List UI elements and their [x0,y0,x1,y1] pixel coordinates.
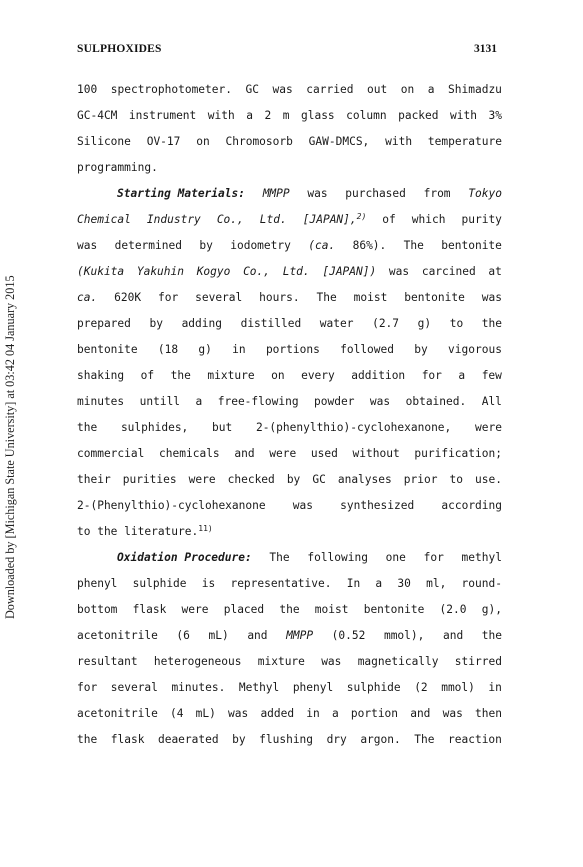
word: was [321,655,342,668]
word: sulphide [132,577,187,590]
word: Co., [216,213,244,226]
word: a [195,395,203,408]
word: [JAPAN],$^{2)}$ [302,212,367,226]
word: every [301,369,335,382]
word: 2 [264,109,272,122]
word: for [77,681,98,694]
word: prepared [77,317,131,330]
text-line [77,522,502,542]
word: but [212,421,233,434]
word: The [414,733,435,746]
word: use. [475,473,502,486]
word: Chemical [77,213,131,226]
section-heading: Oxidation Procedure: [117,551,252,564]
word: column [346,109,387,122]
word: chemicals [159,447,220,460]
word: sulphides, [120,421,189,434]
text-line [77,236,502,256]
word: 620K [114,291,142,304]
text-line [77,132,502,152]
word: Chromosorb [225,135,293,148]
word: sulphide [346,681,401,694]
word: methyl [461,551,502,564]
word: instrument [128,109,197,122]
word: The [269,551,290,564]
word: reaction [448,733,502,746]
word: a [331,707,339,720]
word: added [260,707,295,720]
word: round- [461,577,502,590]
word: the [170,369,191,382]
word: then [474,707,502,720]
word: checked [227,473,275,486]
word: placed [223,603,265,616]
text-line [77,730,502,750]
word: (Kukita [77,265,125,278]
word: All [481,395,502,408]
word: g) [417,317,432,330]
word: synthesized [340,499,415,512]
word: carried [306,83,354,96]
word: Ltd. [259,213,287,226]
word: heterogeneous [153,655,242,668]
word: were [188,473,216,486]
word: on [400,83,415,96]
word: (2.0 [439,603,467,616]
word: was [272,83,293,96]
word: portions [265,343,320,356]
word: spectrophotometer. [110,83,232,96]
word: deaerated [157,733,219,746]
word: following [307,551,368,564]
word: GAW-DMCS, [308,135,370,148]
word: 86%). [352,239,387,252]
reference-superscript: 2) [356,212,367,221]
text-line [77,678,502,698]
text-line [77,600,502,620]
download-watermark: Downloaded by [Michigan State University] at 03:42 04 January 2015 [3,275,17,619]
word: mL) [195,707,216,720]
word: bottom [77,603,118,616]
word: GC [312,473,326,486]
word: several [195,291,243,304]
text-line [77,366,502,386]
word: Industry [146,213,201,226]
word: followed [340,343,394,356]
word: 100 [77,83,98,96]
word: a [458,369,466,382]
word: minutes [77,395,125,408]
word: determined [114,239,182,252]
word: addition [351,369,406,382]
word: packed [398,109,439,122]
word: was [228,707,249,720]
word: to [449,317,464,330]
word: and [247,629,268,642]
word: flask [110,733,145,746]
word: according [441,499,502,512]
text-line [77,288,502,308]
word: a [375,577,383,590]
text-line [77,210,502,230]
word: resultant [77,655,138,668]
word: in [306,707,320,720]
word: (0.52 [331,629,366,642]
word: ml, [426,577,447,590]
word: 2-(Phenylthio)-cyclohexanone [77,499,266,512]
text-line [77,704,502,724]
word: used [310,447,338,460]
word: Yakuhin [136,265,184,278]
text-line [77,444,502,464]
word: Kogyo [196,265,231,278]
word: carcined [421,265,476,278]
text-line [77,392,502,412]
word: without [352,447,400,460]
word: untill [139,395,181,408]
word: few [481,369,502,382]
word: magnetically [357,655,439,668]
text-line [117,548,502,568]
word: and [442,629,464,642]
text-line [77,470,502,490]
text-line [77,158,502,178]
word: Co., [243,265,271,278]
word: a [246,109,253,122]
word: for [423,551,444,564]
word: 3% [488,109,502,122]
word: was [388,265,410,278]
word: The [316,291,337,304]
text-line [117,184,502,204]
word: on [196,135,210,148]
word: Tokyo [468,187,502,200]
word: (18 [157,343,179,356]
word: phenyl [292,681,334,694]
word: mmol), [383,629,425,642]
word: ca. [77,291,98,304]
word: Shimadzu [448,83,502,96]
word: dry [326,733,347,746]
word: MMPP [286,629,314,642]
word: shaking [77,369,125,382]
word: several [110,681,158,694]
word: their [77,473,111,486]
word: by [286,473,301,486]
word: hours. [259,291,300,304]
word: 2-(phenylthio)-cyclohexanone, [255,421,452,434]
word: was [307,187,328,200]
word: bentonite [441,239,502,252]
word: a [427,83,435,96]
word: m [282,109,290,122]
word: was [369,395,391,408]
word: OV-17 [146,135,181,148]
section-heading: Starting Materials: [117,187,245,200]
text-line [77,418,502,438]
word: temperature [427,135,502,148]
word: phenyl [77,577,118,590]
word: of [382,213,396,226]
word: free-flowing [217,395,299,408]
word: purity [461,213,502,226]
word: acetonitrile [77,707,158,720]
word: the [481,317,502,330]
word: purities [122,473,177,486]
word: GC-4CM [77,109,118,122]
text-line [77,652,502,672]
word: water [319,317,354,330]
word: MMPP [262,187,290,200]
word: 30 [397,577,411,590]
text-line [77,106,502,126]
word: by [149,317,163,330]
word: Methyl [238,681,280,694]
word: at [488,265,502,278]
reference-superscript: 11) [198,524,213,533]
word: out [366,83,388,96]
word: adding [181,317,222,330]
word: (2 [414,681,428,694]
word: (2.7 [372,317,400,330]
page-number: 3131 [474,43,497,55]
word: purchased [345,187,406,200]
word: commercial [77,447,145,460]
text-line [77,262,502,282]
word: was [442,707,463,720]
word: which [411,213,446,226]
word: flask [132,603,167,616]
word: one [385,551,406,564]
word: g) [198,343,212,356]
word: [JAPAN]) [322,265,377,278]
word: mixture [207,369,255,382]
text-line [77,626,502,646]
word: the [481,629,502,642]
word: mmol) [441,681,475,694]
word: for [421,369,442,382]
word: argon. [360,733,401,746]
word: and [234,447,255,460]
word: were [475,421,502,434]
word: with [207,109,235,122]
text-line [77,80,502,100]
word: vigorous [448,343,502,356]
word: portion [350,707,399,720]
word: were [181,603,209,616]
word: purification; [414,447,502,460]
word: in [488,681,502,694]
word: by [199,239,213,252]
text-line [77,496,502,516]
word: to the literature.$^{11)}$ [77,524,213,538]
word: with [450,109,477,122]
word: powder [314,395,355,408]
word: minutes. [171,681,226,694]
word: by [232,733,246,746]
word: stirred [454,655,502,668]
word: was [77,239,98,252]
word: bentonite [77,343,138,356]
word: The [403,239,424,252]
word: by [414,343,428,356]
word: representative. [230,577,332,590]
word: the [77,421,98,434]
word: flushing [259,733,314,746]
word: GC [245,83,260,96]
word: prior [403,473,438,486]
word: mL) [208,629,229,642]
word: (ca. [308,239,336,252]
word: analyses [337,473,392,486]
word: distilled [240,317,302,330]
text-line [77,340,502,360]
word: Silicone [77,135,131,148]
word: the [77,733,98,746]
word: were [269,447,297,460]
word: is [201,577,216,590]
word: from [423,187,451,200]
word: obtained. [405,395,467,408]
word: (4 [170,707,184,720]
word: iodometry [230,239,291,252]
word: mixture [257,655,305,668]
word: on [271,369,285,382]
word: bentonite [363,603,425,616]
word: was [292,499,313,512]
word: and [410,707,431,720]
word: moist [314,603,349,616]
word: in [232,343,246,356]
word: In [346,577,361,590]
word: acetonitrile [77,629,158,642]
word: Ltd. [282,265,310,278]
word: was [481,291,502,304]
word: bentonite [404,291,465,304]
word: programming. [77,161,158,174]
word: for [157,291,179,304]
text-line [77,574,502,594]
word: (6 [176,629,190,642]
text-line [77,314,502,334]
running-header-title: SULPHOXIDES [77,43,162,55]
word: to [449,473,463,486]
word: moist [353,291,388,304]
word: g), [481,603,502,616]
word: of [140,369,155,382]
word: glass [300,109,335,122]
word: with [385,135,413,148]
word: the [279,603,300,616]
